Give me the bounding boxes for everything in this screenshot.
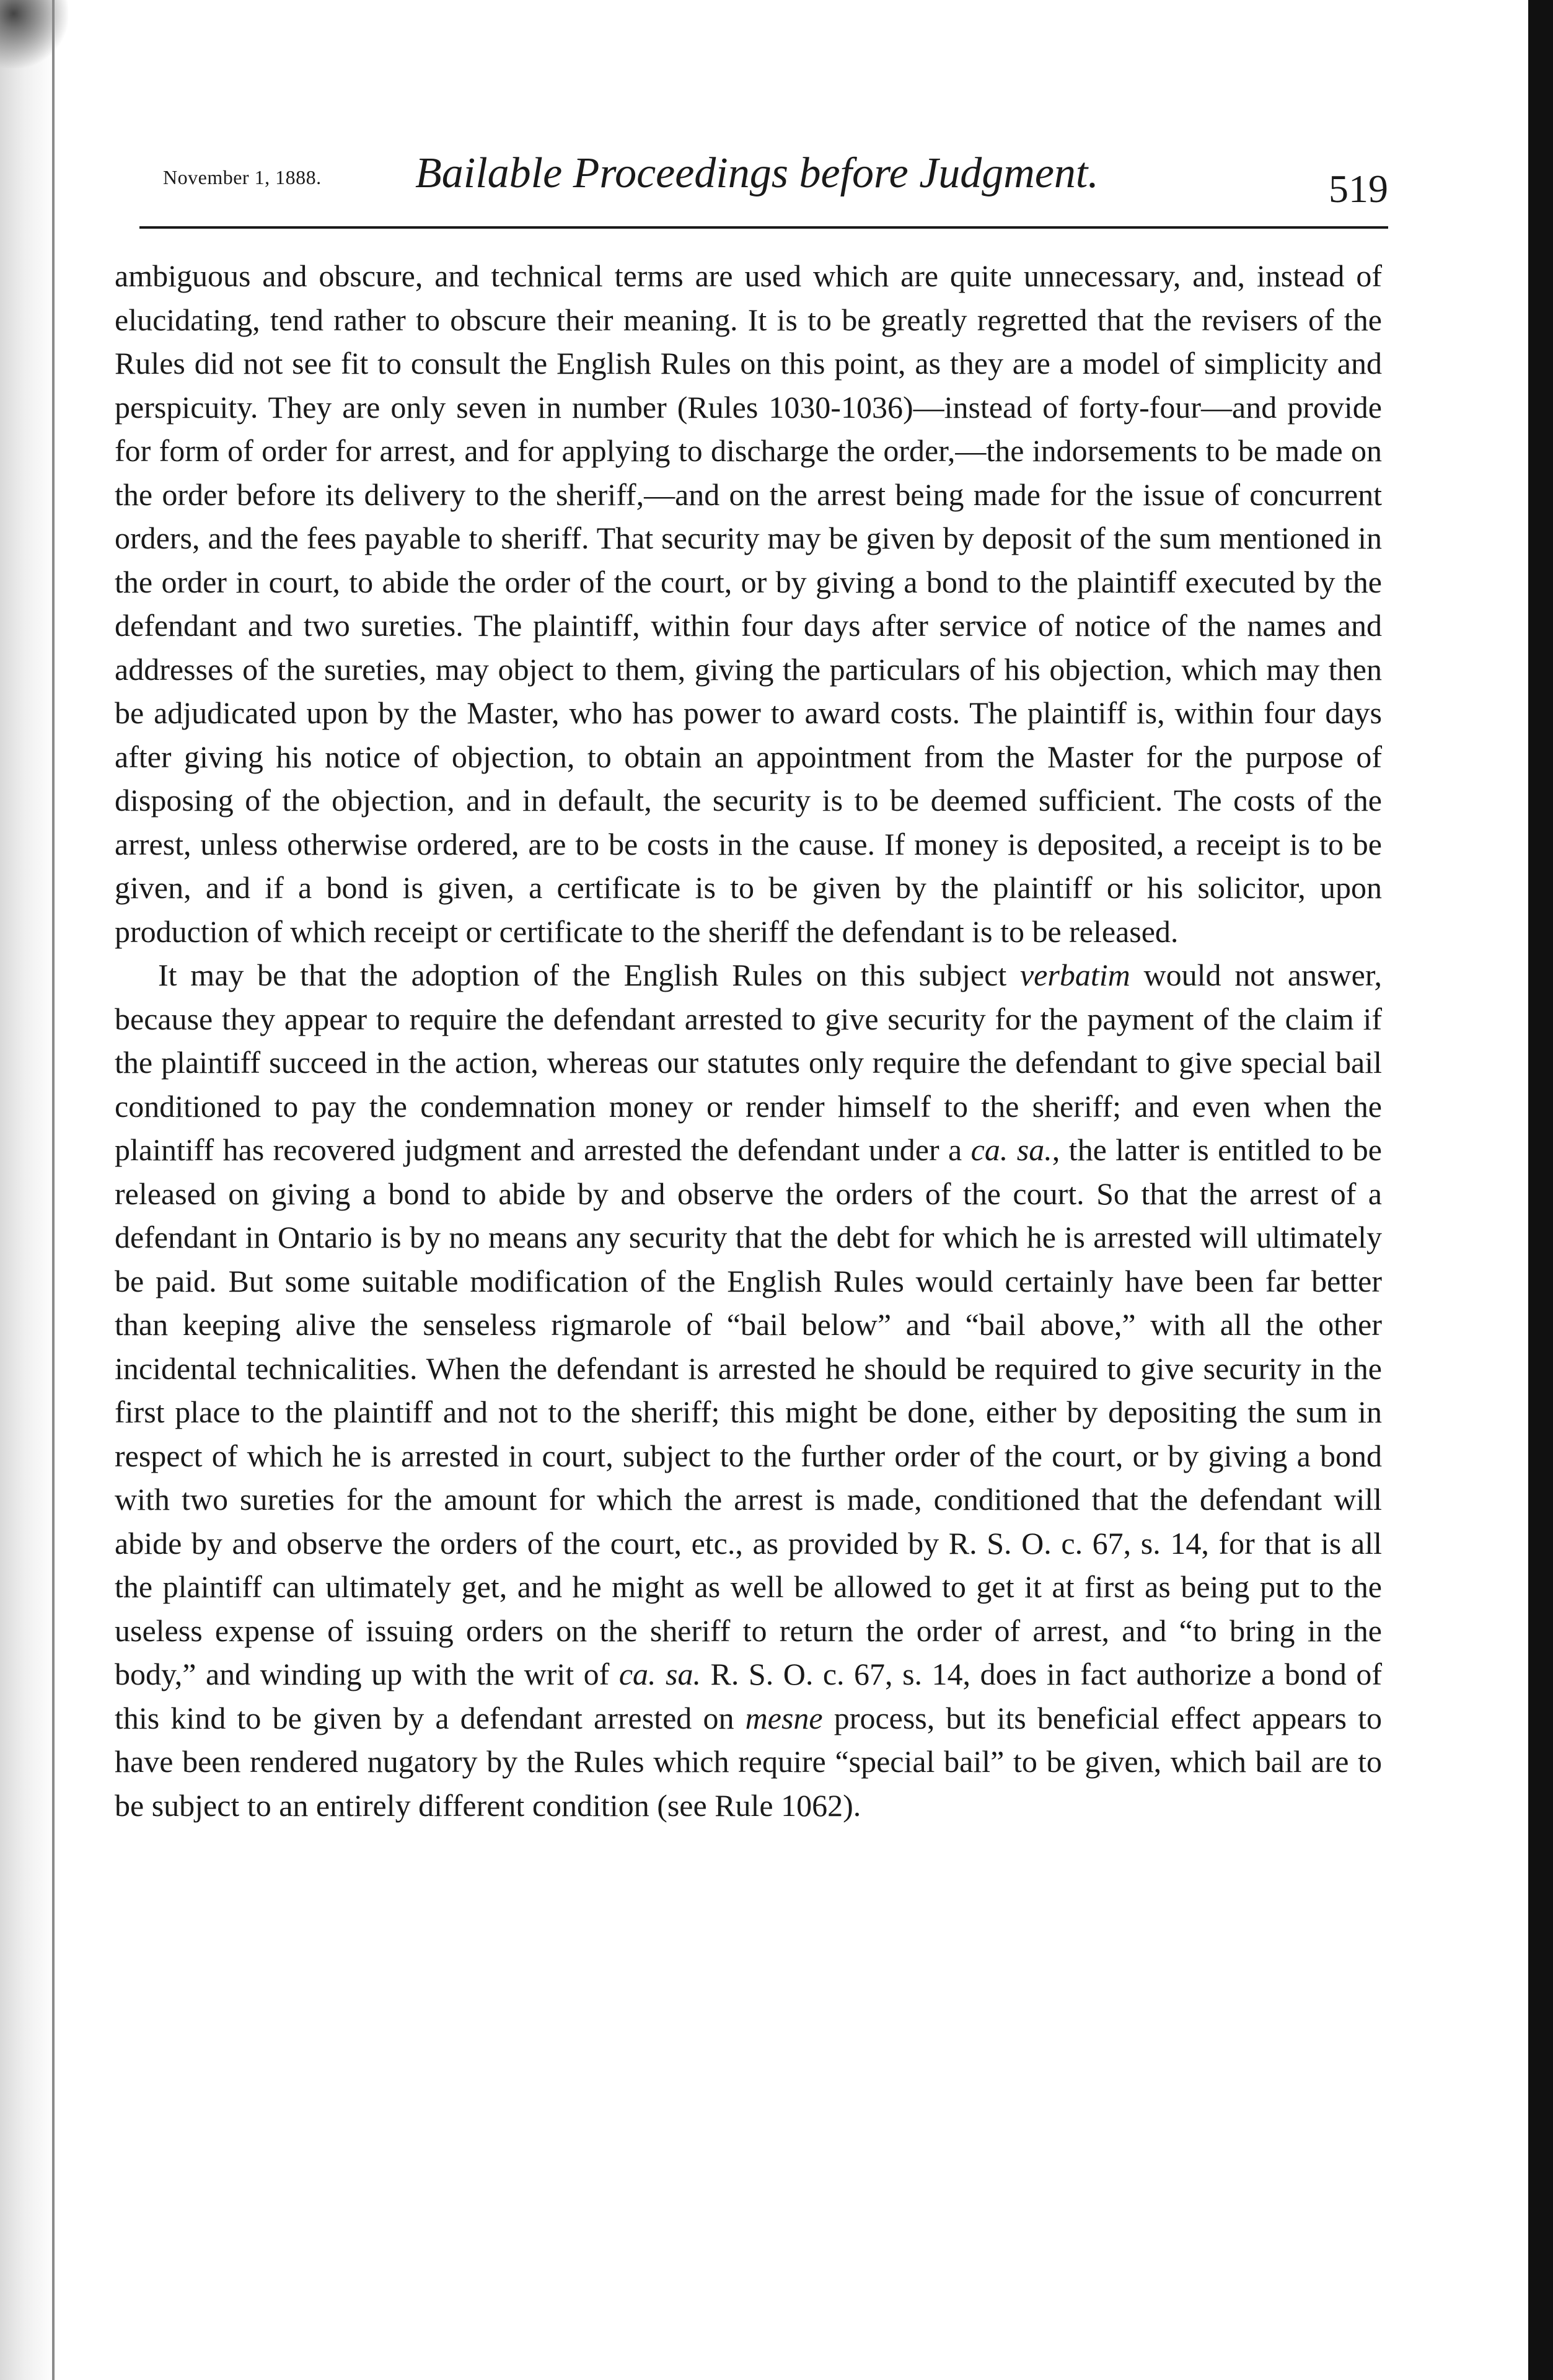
- scan-edge-left: [0, 0, 56, 2380]
- issue-date: November 1, 1888.: [163, 166, 322, 188]
- italic-term-ca-sa: ca. sa.: [618, 1657, 702, 1691]
- paragraph-2-text: would not answer, because they appear to require the defendant arrested to give security for the payment of the claim if the plaintiff succeed in the action, whereas our statutes only require the defendant to give special bail conditioned to pay the condemnation money or render himself to the sheriff; and even when the plaintiff has recovered judgment and arrested the defendant under a: [115, 958, 1382, 1167]
- paragraph-2-text: , the latter is entitled to be released on giving a bond to abide by and observe the orders of the court. So that the arrest of a defendant in Ontario is by no means any security that the debt for which he is arrested will ultimately be paid. But some suitable modification of the English Rules would certainly have been far better than keeping alive the senseless rigmarole of “bail below” and “bail above,” with all the other incidental technicalities. When the defendant is arrested he should be required to give security in the first place to the plaintiff and not to the sheriff; this might be done, either by depositing the sum in respect of which he is arrested in court, subject to the further order of the court, or by giving a bond with two sureties for the amount for which the arrest is made, conditioned that the defendant will abide by and observe the orders of the court, etc., as provided by R. S. O. c. 67, s. 14, for that is all the plaintiff can ultimately get, and he might as well be allowed to get it at first as being put to the useless expense of issuing orders on the sheriff to return the order of arrest, and “to bring in the body,” and winding up with the writ of: [115, 1132, 1382, 1691]
- page-number: 519: [1329, 167, 1388, 211]
- header-rule: [139, 226, 1388, 229]
- paragraph-1-text: ambiguous and obscure, and technical terms are used which are quite unnecessary, and, instead of elucidating, tend rather to obscure their meaning. It is to be greatly regretted that the revisers of the Rules did not see fit to consult the English Rules on this point, as they are a model of simplicity and perspicuity. They are only seven in number (Rules 1030-1036)—instead of forty-four—and provide for form of order for arrest, and for applying to discharge the order,—the indorsements to be made on the order before its delivery to the sheriff,—and on the arrest being made for the issue of concurrent orders, and the fees payable to sheriff. That security may be given by deposit of the sum mentioned in the order in court, to abide the order of the court, or by giving a bond to the plaintiff executed by the defendant and two sureties. The plaintiff, within four days after service of notice of the names and addresses of the sureties, may object to them, giving the particulars of his objection, which may then be adjudicated upon by the Master, who has power to award costs. The plaintiff is, within four days after giving his notice of objection, to obtain an appointment from the Master for the purpose of disposing of the objection, and in default, the security is to be deemed sufficient. The costs of the arrest, unless otherwise ordered, are to be costs in the cause. If money is deposited, a receipt is to be given, and if a bond is given, a certificate is to be given by the plaintiff or his solicitor, upon production of which receipt or certificate to the sheriff the defendant is to be released.: [115, 258, 1382, 949]
- italic-term-mesne: mesne: [745, 1700, 823, 1735]
- italic-term-verbatim: verbatim: [1019, 958, 1130, 992]
- running-title: Bailable Proceedings before Judgment.: [415, 149, 1099, 197]
- gutter-line: [52, 0, 55, 2380]
- body-text: [115, 254, 1382, 1827]
- scan-corner-mark: [0, 0, 68, 68]
- paragraph-2-text: It may be that the adoption of the English Rules on this subject: [158, 958, 1020, 992]
- paragraph-2-text: process, but its beneficial effect appears to have been rendered nugatory by the Rules which require “special bail” to be given, which bail are to be subject to an entirely different condition (see Rule 1062).: [115, 1700, 1382, 1823]
- paragraph-2-text: R. S. O. c. 67, s. 14, does in fact authorize a bond of this kind to be given by a defendant arrested on: [115, 1657, 1382, 1735]
- scan-edge-right: [1528, 0, 1553, 2380]
- running-head: [115, 136, 1388, 229]
- paragraph-2: [115, 953, 1382, 1827]
- italic-term-ca-sa: ca. sa.: [970, 1132, 1052, 1167]
- paragraph-1: [115, 254, 1382, 953]
- book-page: [115, 136, 1388, 1827]
